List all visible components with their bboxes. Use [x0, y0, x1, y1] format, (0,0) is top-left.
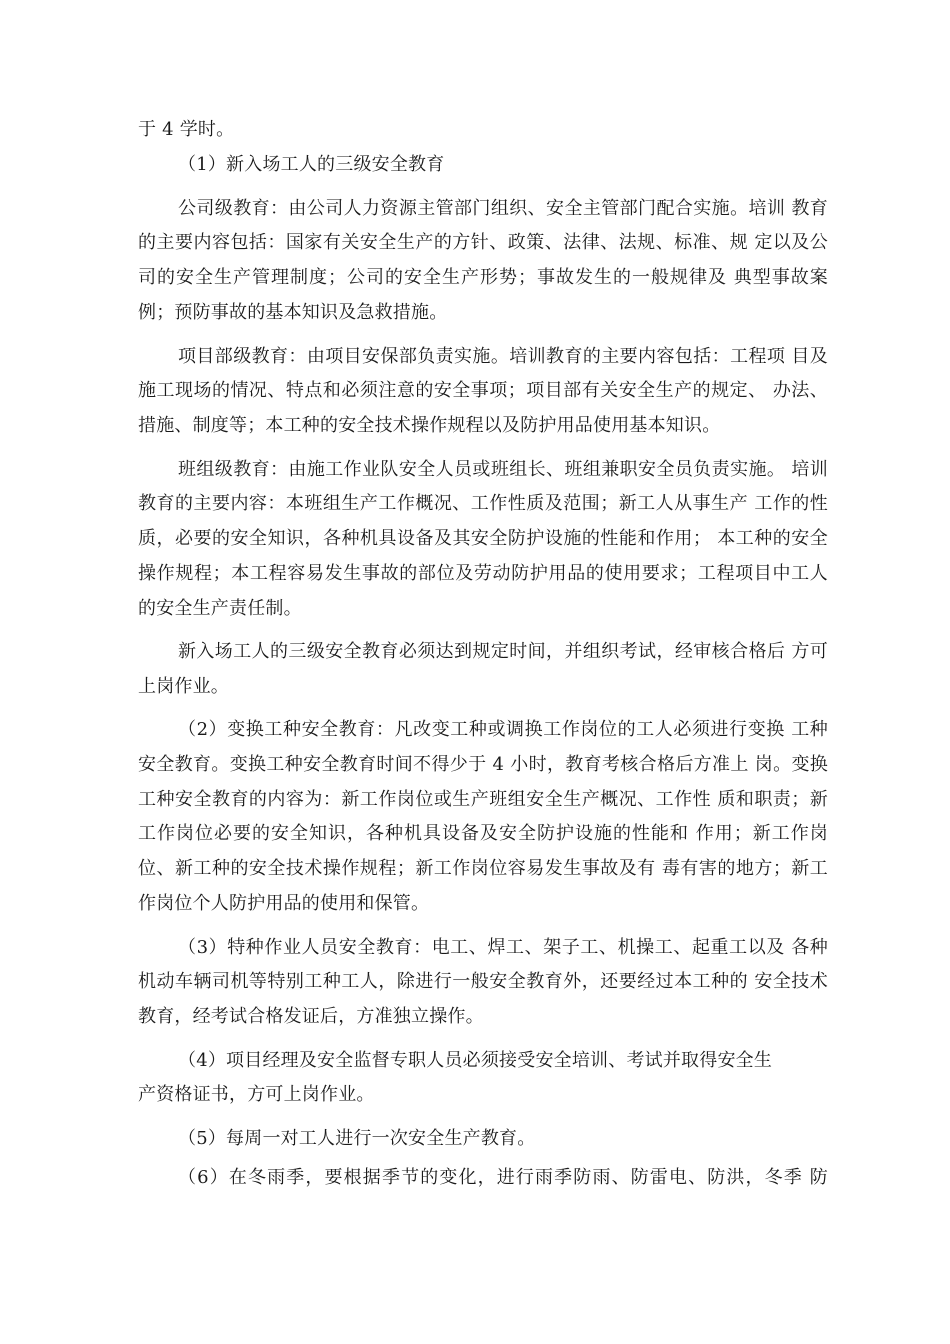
- text-line: 例；预防事故的基本知识及急救措施。: [138, 302, 448, 323]
- text-line: 教育，经考试合格发证后，方准独立操作。: [138, 1006, 484, 1027]
- text-line: （4）项目经理及安全监督专职人员必须接受安全培训、考试并取得安全生: [178, 1050, 773, 1071]
- text-line: 操作规程；本工程容易发生事故的部位及劳动防护用品的使用要求；工程项目中工人: [138, 563, 828, 584]
- text-line: （3）特种作业人员安全教育：电工、焊工、架子工、机操工、起重工以及 各种: [178, 937, 828, 958]
- text-line: 的安全生产责任制。: [138, 598, 302, 619]
- text-line: （5）每周一对工人进行一次安全生产教育。: [178, 1128, 536, 1149]
- text-line: （2）变换工种安全教育：凡改变工种或调换工作岗位的工人必须进行变换 工种: [178, 719, 828, 740]
- text-line: 班组级教育：由施工作业队安全人员或班组长、班组兼职安全员负责实施。 培训: [178, 459, 828, 480]
- text-line: 位、新工种的安全技术操作规程；新工作岗位容易发生事故及有 毒有害的地方；新工: [138, 858, 828, 879]
- text-line: 教育的主要内容：本班组生产工作概况、工作性质及范围；新工人从事生产 工作的性: [138, 493, 828, 514]
- text-line: （6）在冬雨季，要根据季节的变化，进行雨季防雨、防雷电、防洪，冬季 防: [178, 1167, 828, 1188]
- text-line: 公司级教育：由公司人力资源主管部门组织、安全主管部门配合实施。培训 教育: [178, 198, 828, 219]
- text-line: 项目部级教育：由项目安保部负责实施。培训教育的主要内容包括：工程项 目及: [178, 346, 828, 367]
- text-line: 质，必要的安全知识，各种机具设备及其安全防护设施的性能和作用； 本工种的安全: [138, 528, 828, 549]
- text-line: 工作岗位必要的安全知识，各种机具设备及安全防护设施的性能和 作用；新工作岗: [138, 823, 828, 844]
- text-line: 措施、制度等；本工种的安全技术操作规程以及防护用品使用基本知识。: [138, 415, 721, 436]
- text-line: 产资格证书，方可上岗作业。: [138, 1084, 375, 1105]
- text-line: 司的安全生产管理制度；公司的安全生产形势；事故发生的一般规律及 典型事故案: [138, 267, 828, 288]
- text-line: 施工现场的情况、特点和必须注意的安全事项；项目部有关安全生产的规定、 办法、: [138, 380, 828, 401]
- text-line: （1）新入场工人的三级安全教育: [178, 154, 445, 175]
- text-line: 新入场工人的三级安全教育必须达到规定时间，并组织考试，经审核合格后 方可: [178, 641, 828, 662]
- text-line: 于 4 学时。: [138, 119, 235, 140]
- text-line: 工种安全教育的内容为：新工作岗位或生产班组安全生产概况、工作性 质和职责；新: [138, 789, 828, 810]
- text-line: 的主要内容包括：国家有关安全生产的方针、政策、法律、法规、标准、规 定以及公: [138, 232, 828, 253]
- text-line: 作岗位个人防护用品的使用和保管。: [138, 893, 430, 914]
- text-line: 上岗作业。: [138, 676, 229, 697]
- text-line: 机动车辆司机等特别工种工人，除进行一般安全教育外，还要经过本工种的 安全技术: [138, 971, 828, 992]
- text-line: 安全教育。变换工种安全教育时间不得少于 4 小时，教育考核合格后方准上 岗。变换: [138, 754, 828, 775]
